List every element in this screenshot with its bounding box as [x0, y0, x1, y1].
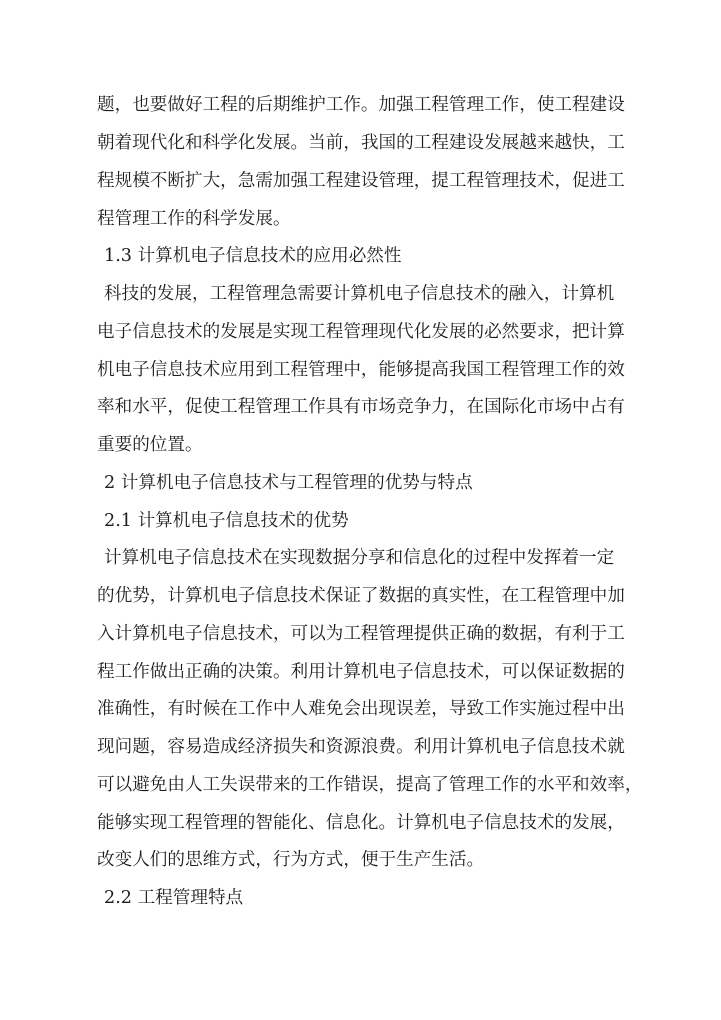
heading-2-1: 2.1 计算机电子信息技术的优势: [104, 510, 349, 531]
text-line: 入计算机电子信息技术，可以为工程管理提供正确的数据，有利于工: [97, 623, 625, 644]
text-line: 题，也要做好工程的后期维护工作。加强工程管理工作，使工程建设: [97, 95, 625, 116]
heading-2: 2 计算机电子信息技术与工程管理的优势与特点: [104, 472, 473, 493]
text-line: 程管理工作的科学发展。: [97, 208, 291, 229]
text-line: 朝着现代化和科学化发展。当前，我国的工程建设发展越来越快，工: [97, 133, 625, 154]
text-line: 能够实现工程管理的智能化、信息化。计算机电子信息技术的发展，: [97, 812, 625, 833]
text-line: 率和水平，促使工程管理工作具有市场竞争力，在国际化市场中占有: [97, 397, 625, 418]
heading-2-2: 2.2 工程管理特点: [104, 888, 244, 909]
text-line: 科技的发展，工程管理急需要计算机电子信息技术的融入，计算机: [104, 284, 615, 305]
text-line: 机电子信息技术应用到工程管理中，能够提高我国工程管理工作的效: [97, 359, 625, 380]
text-block: [97, 85, 643, 916]
text-line: 程规模不断扩大，急需加强工程建设管理，提工程管理技术，促进工: [97, 170, 625, 191]
text-line: 可以避免由人工失误带来的工作错误，提高了管理工作的水平和效率，: [97, 774, 643, 795]
text-line: 计算机电子信息技术在实现数据分享和信息化的过程中发挥着一定: [104, 548, 615, 569]
text-line: 现问题，容易造成经济损失和资源浪费。利用计算机电子信息技术就: [97, 737, 625, 758]
text-line: 改变人们的思维方式，行为方式，便于生产生活。: [97, 850, 485, 871]
text-line: 电子信息技术的发展是实现工程管理现代化发展的必然要求，把计算: [97, 321, 625, 342]
text-line: 重要的位置。: [97, 435, 203, 456]
text-line: 程工作做出正确的决策。利用计算机电子信息技术，可以保证数据的: [97, 661, 625, 682]
text-line: 的优势，计算机电子信息技术保证了数据的真实性，在工程管理中加: [97, 586, 625, 607]
heading-1-3: 1.3 计算机电子信息技术的应用必然性: [104, 246, 402, 267]
text-line: 准确性，有时候在工作中人难免会出现误差，导致工作实施过程中出: [97, 699, 625, 720]
